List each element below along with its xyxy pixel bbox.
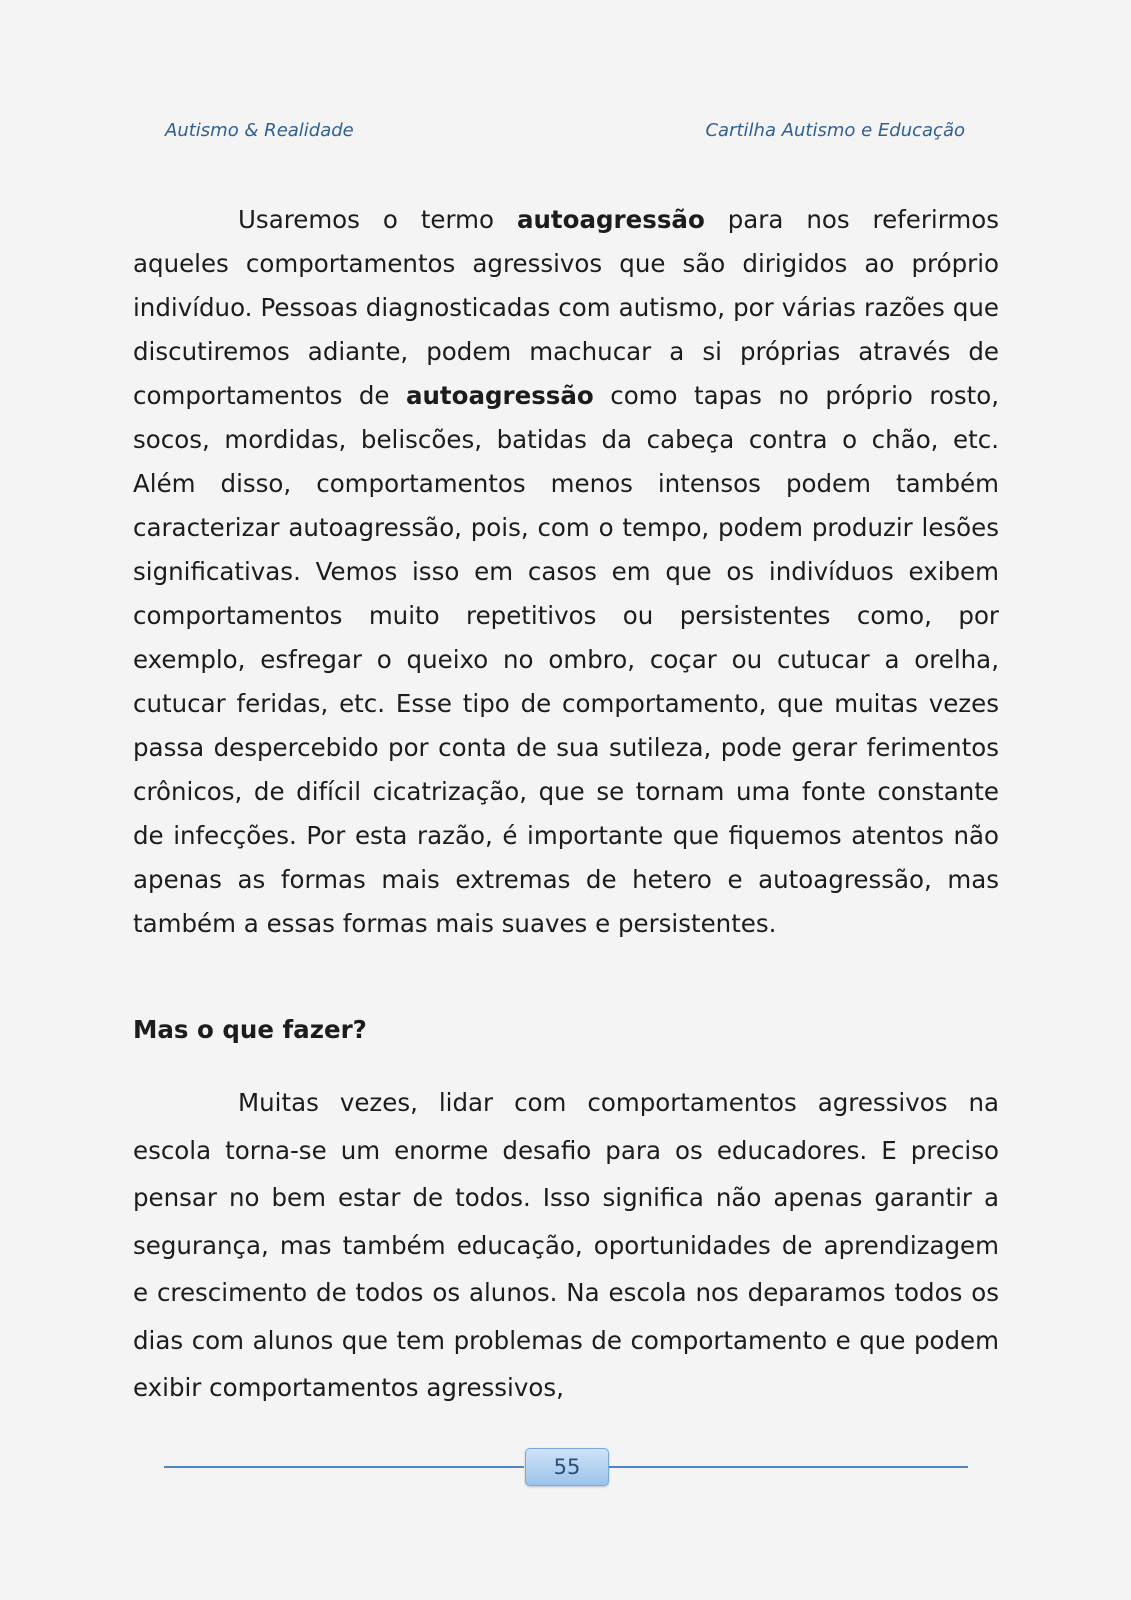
paragraph-text: Usaremos o termo (238, 205, 517, 234)
header-left-title: Autismo & Realidade (165, 120, 354, 141)
footer-divider-right (608, 1466, 968, 1468)
footer-divider-left (164, 1466, 524, 1468)
page-header (165, 120, 965, 146)
body-paragraph-autoagressao (133, 198, 999, 946)
paragraph-text: como tapas no próprio rosto, socos, mordidas, beliscões, batidas da cabeça contra o chão, etc. Além disso, comportamentos menos intensos podem também caracterizar autoagressão, pois, com o tempo, podem produzir lesões significativas. Vemos isso em casos em que os indivíduos exibem comportamentos muito repetitivos ou persistentes como, por exemplo, esfregar o queixo no ombro, coçar ou cutucar a orelha, cutucar feridas, etc. Esse tipo de comportamento, que muitas vezes passa despercebido por conta de sua sutileza, pode gerar ferimentos crônicos, de difícil cicatrização, que se tornam uma fonte constante de infecções. Por esta razão, é importante que fiquemos atentos não apenas as formas mais extremas de hetero e autoagressão, mas também a essas formas mais suaves e persistentes. (133, 381, 1000, 938)
bold-term: autoagressão (516, 205, 705, 234)
page-number-badge: 55 (525, 1448, 609, 1486)
paragraph-text: para nos referirmos aqueles comportamentos agressivos que são dirigidos ao próprio indivíduo. Pessoas diagnosticadas com autismo, por várias razões que discutiremos adiante, podem machucar a si próprias através de comportamentos de (133, 205, 1000, 410)
body-paragraph-educadores: Muitas vezes, lidar com comportamentos agressivos na escola torna-se um enorme desafio para os educadores. E preciso pensar no bem estar de todos. Isso significa não apenas garantir a segurança, mas também educação, oportunidades de aprendizagem e crescimento de todos os alunos. Na escola nos deparamos todos os dias com alunos que tem problemas de comportamento e que podem exibir comportamentos agressivos, (133, 1088, 999, 1402)
header-right-title: Cartilha Autismo e Educação (705, 120, 965, 141)
section-heading: Mas o que fazer? (133, 1015, 367, 1044)
page-footer (164, 1448, 968, 1488)
bold-term: autoagressão (405, 381, 594, 410)
